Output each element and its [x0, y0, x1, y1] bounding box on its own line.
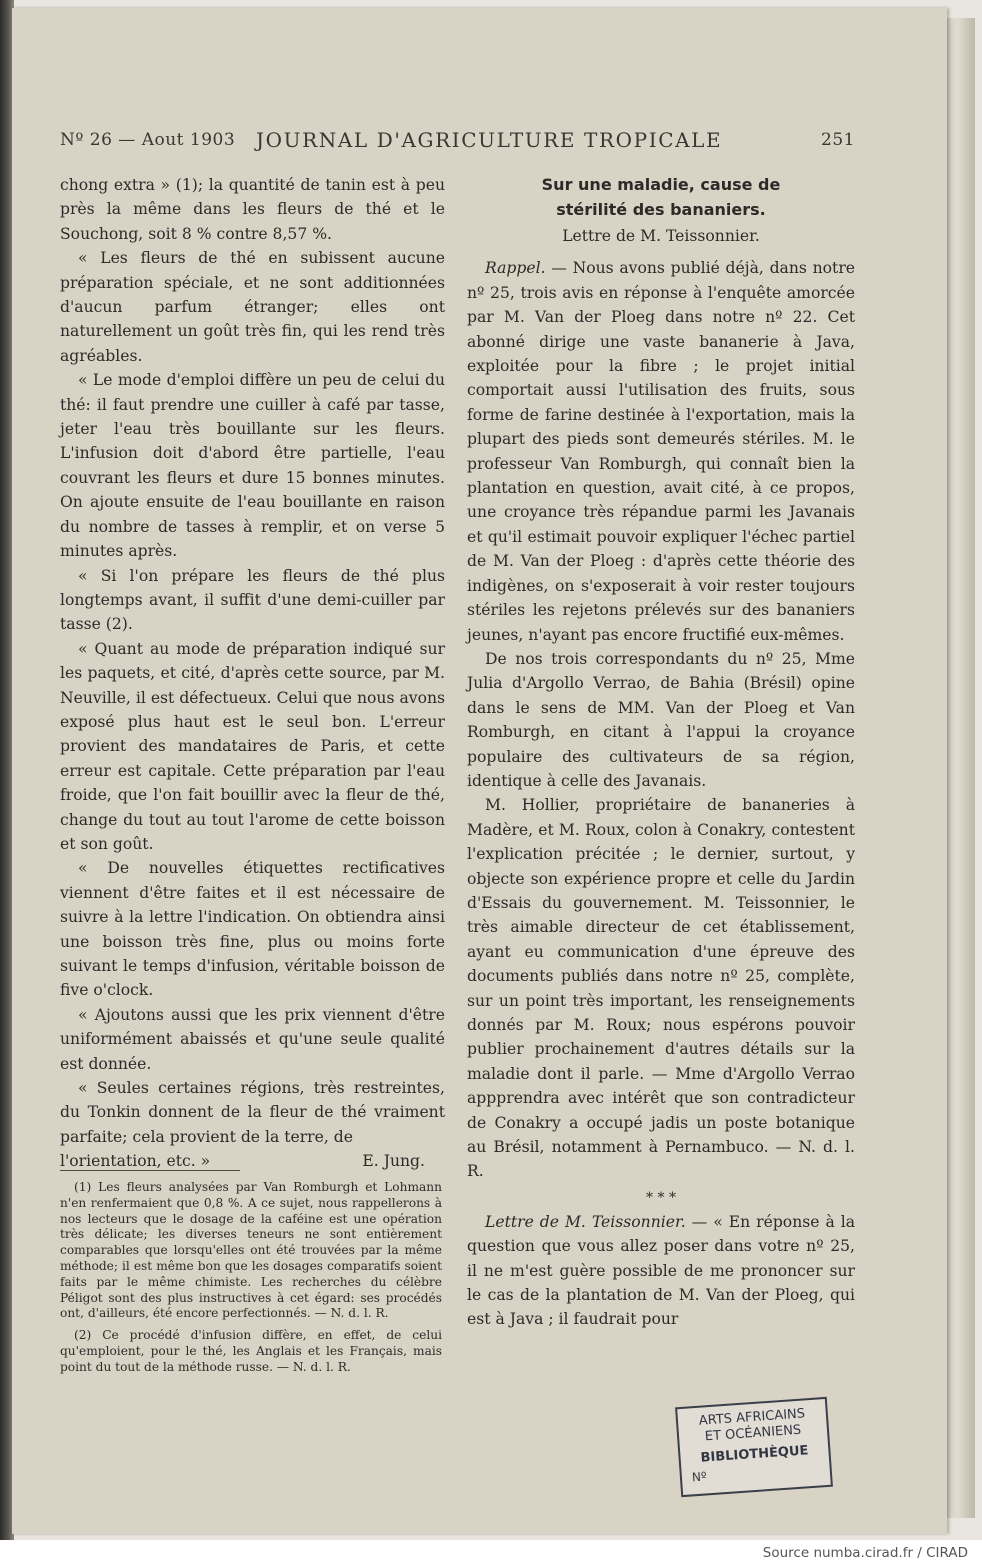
library-stamp — [675, 1397, 833, 1497]
paragraph — [467, 256, 855, 647]
rappel-text: — Nous avons publié déjà, dans notre nº 25, trois avis en réponse à l'enquête amorcée par M. Van der Ploeg dans notre nº 22. Cet abonné dirige une vaste bananerie à Java, exploitée pour la fibre ; le projet initial comportait aussi l'utilisation des fruits, sous forme de farine destinée à l'exportation, mais la plupart des pieds sont demeurés stériles. M. le professeur Van Romburgh, qui connaît bien la plantation en question, avait cité, à ce propos, une croyance très répandue parmi les Javanais et qu'il estimait pouvoir expliquer l'échec partiel de M. Van der Ploeg : d'après cette théorie des indigènes, on s'exposerait à voir rester toujours stériles les rejetons prélevés sur des bananiers jeunes, n'ayant pas encore fructifié eux-mêmes. — [467, 259, 855, 644]
page-number: 251 — [821, 130, 855, 150]
issue-date: Nº 26 — Aout 1903 — [60, 130, 236, 150]
rappel-label: Rappel. — [485, 259, 546, 278]
stamp-line: ET OCÉANIENS — [704, 1422, 802, 1445]
letter-label: Lettre de M. Teissonnier. — [485, 1212, 686, 1231]
paragraph: « Si l'on prépare les fleurs de thé plus longtemps avant, il suffit d'une demi-cuiller par tasse (2). — [60, 566, 445, 634]
section-separator: * * * — [646, 1189, 676, 1206]
article-subtitle: Lettre de M. Teissonnier. — [562, 227, 760, 245]
left-column — [60, 173, 445, 1174]
article-title — [467, 172, 855, 222]
footnotes — [60, 1180, 442, 1382]
article-title-line: Sur une maladie, cause de — [541, 175, 781, 194]
paragraph: chong extra » (1); la quantité de tanin est à peu près la même dans les fleurs de thé et le Souchong, soit 8 % contre 8,57 %. — [60, 176, 445, 243]
paragraph: « De nouvelles étiquettes rectificatives viennent d'être faites et il est nécessaire de suivre à la lettre l'indication. On obtiendra ainsi une boisson très fine, plus ou moins forte suivant le temps d'infusion, véritable boisson de five o'clock. — [60, 859, 445, 1000]
journal-title: JOURNAL D'AGRICULTURE TROPICALE — [256, 128, 723, 152]
footnote: (2) Ce procédé d'infusion diffère, en effet, de celui qu'emploient, pour le thé, les Anglais et les Français, mais point du tout de la méthode russe. — N. d. l. R. — [60, 1328, 442, 1374]
closing-text: l'orientation, etc. » — [60, 1152, 211, 1171]
source-credit: Source numba.cirad.fr / CIRAD — [762, 1545, 968, 1561]
paragraph: « Le mode d'emploi diffère un peu de celui du thé: il faut prendre une cuiller à café par tasse, jeter l'eau très bouillante sur les fleurs. L'infusion doit d'abord être partielle, l'eau couvrant les fleurs et dure 15 bonnes minutes. On ajoute ensuite de l'eau bouillante en raison du nombre de tasses à remplir, et on verse 5 minutes après. — [60, 371, 445, 561]
running-header — [60, 128, 855, 156]
paragraph: « Seules certaines régions, très restreintes, du Tonkin donnent de la fleur de thé vraiment parfaite; cela provient de la terre, de — [60, 1079, 445, 1146]
paragraph: « Ajoutons aussi que les prix viennent d'être uniformément abaissés et qu'une seule qualité est donnée. — [60, 1005, 445, 1073]
paragraph: « Quant au mode de préparation indiqué sur les paquets, et cité, d'après cette source, par M. Neuville, il est défectueux. Celui que nous avons exposé plus haut est le seul bon. L'erreur provient des mandataires de Paris, et cette erreur est capitale. Cette préparation par l'eau froide, que l'on fait bouillir avec la fleur de thé, change du tout au tout l'arome de cette boisson et son goût. — [60, 639, 445, 853]
author-signature: E. Jung. — [362, 1152, 425, 1171]
paragraph: « Les fleurs de thé en subissent aucune préparation spéciale, et ne sont additionnées d'aucun parfum étranger; elles ont naturellement un goût très fin, qui les rend très agréables. — [60, 249, 445, 365]
footnote-divider — [60, 1170, 240, 1171]
paragraph — [467, 1210, 855, 1332]
paragraph: De nos trois correspondants du nº 25, Mme Julia d'Argollo Verrao, de Bahia (Brésil) opine dans le sens de MM. Van der Ploeg et Van Romburgh, en citant à l'appui la croyance populaire des cultivateurs de sa région, identique à celle des Javanais. — [467, 649, 855, 790]
stamp-line: BIBLIOTHÈQUE — [700, 1443, 809, 1466]
footnote: (1) Les fleurs analysées par Van Romburgh et Lohmann n'en renfermaient que 0,8 %. A ce sujet, nous rappellerons à nos lecteurs que le dosage de la caféine est une opération très délicate; les diverses teneurs ne sont entièrement comparables que lorsqu'elles ont été trouvées par la même méthode; il est même bon que les dosages comparatifs soient faits par le même chimiste. Les recherches du célèbre Péligot sont des plus instructives à cet égard: ses procédés ont, d'ailleurs, été encore perfectionnés. — N. d. l. R. — [60, 1180, 442, 1321]
right-column — [467, 172, 855, 1332]
paragraph: M. Hollier, propriétaire de bananeries à Madère, et M. Roux, colon à Conakry, contestent l'explication précitée ; le dernier, surtout, y objecte son expérience propre et celle du Jardin d'Essais du gouvernement. M. Teissonnier, le très aimable directeur de cet établissement, ayant eu communication d'une épreuve des documents publiés dans notre nº 25, complète, sur un point très important, les renseignements donnés par M. Roux; nous espérons pouvoir publier prochainement d'autres détails sur la maladie dont il parle. — Mme d'Argollo Verrao appprendra avec intérêt que son contradicteur de Conakry a occupé jadis un poste botanique au Brésil, notamment à Pernambuco. — N. d. l. R. — [467, 796, 855, 1181]
page-edges — [945, 18, 975, 1518]
stamp-line: Nº — [691, 1469, 708, 1485]
letter-text: — « En réponse à la question que vous allez poser dans votre nº 25, il ne m'est guère possible de me prononcer sur le cas de la plantation de M. Van der Ploeg, qui est à Java ; il faudrait pour — [467, 1212, 855, 1329]
stamp-line: ARTS AFRICAINS — [698, 1406, 806, 1429]
article-title-line: stérilité des bananiers. — [556, 200, 766, 219]
